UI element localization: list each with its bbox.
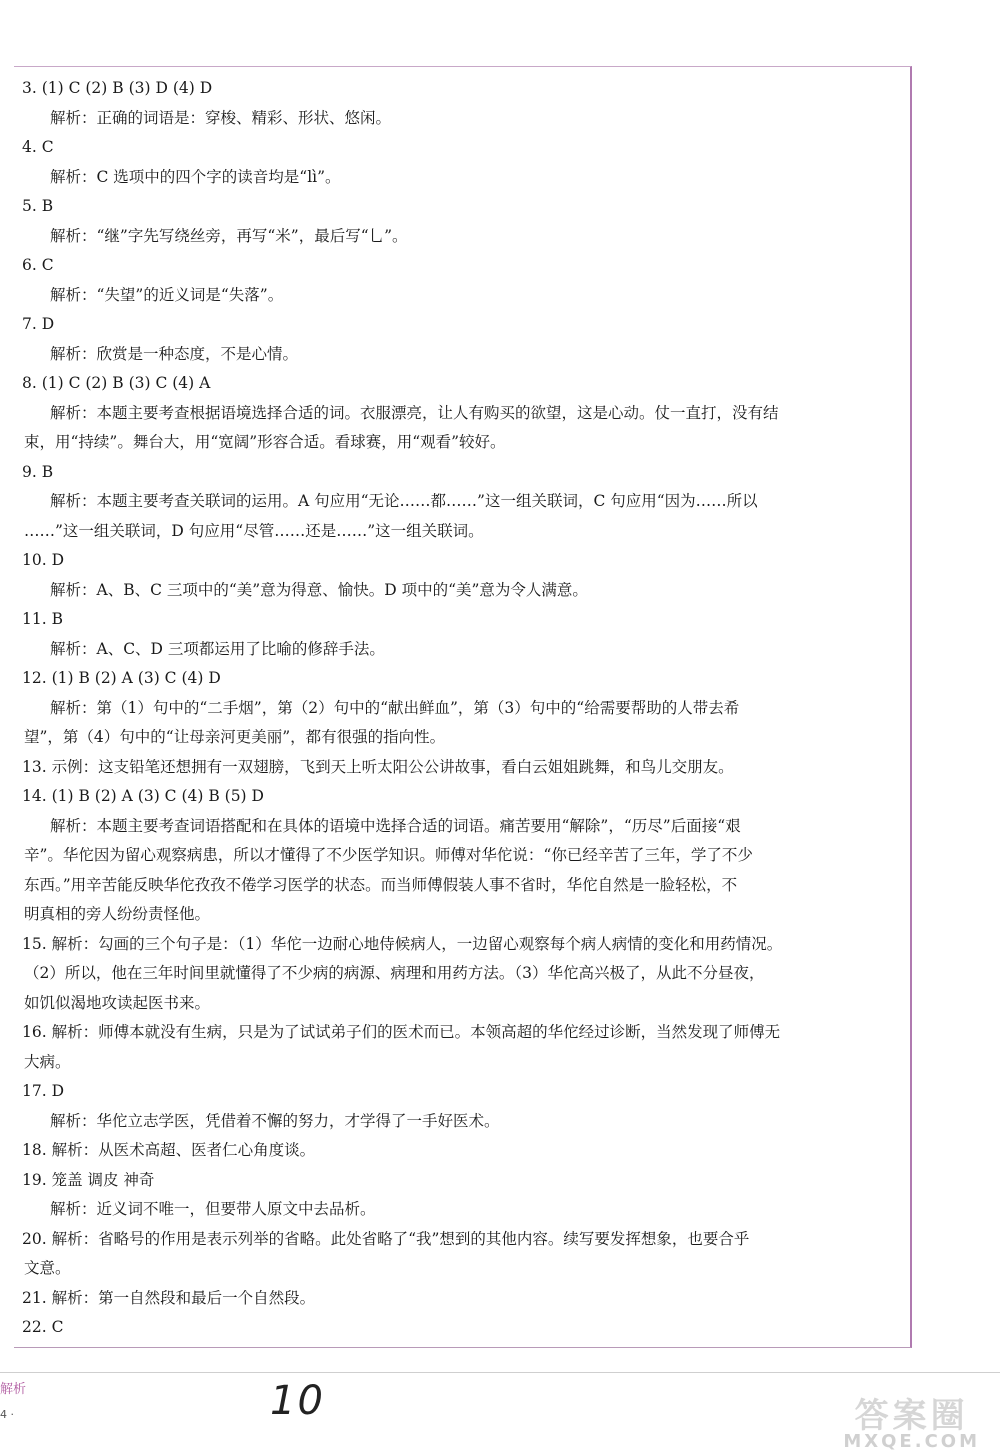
watermark-url: MXQE.COM	[843, 1431, 980, 1452]
analysis-line: 解析：正确的词语是：穿梭、精彩、形状、悠闲。	[50, 108, 392, 127]
answer-line: 11. B	[22, 610, 63, 628]
analysis-line: 解析：本题主要考查关联词的运用。A 句应用“无论……都……”这一组关联词，C 句应用“因为……所以	[50, 492, 758, 510]
answer-line: 10. D	[22, 551, 65, 569]
answer-line: 7. D	[22, 315, 55, 333]
answer-content	[22, 74, 908, 1343]
analysis-line: 解析：A、B、C 三项中的“美”意为得意、愉快。D 项中的“美”意为令人满意。	[50, 580, 588, 599]
watermark	[843, 1388, 980, 1452]
analysis-line: 解析：“失望”的近义词是“失落”。	[50, 285, 284, 304]
answer-line: 15. 解析：勾画的三个句子是：（1）华佗一边耐心地侍候病人，一边留心观察每个病人病情的变化和用药情况。	[22, 934, 783, 953]
answer-line: 13. 示例：这支铅笔还想拥有一双翅膀，飞到天上听太阳公公讲故事，看白云姐姐跳舞，和鸟儿交朋友。	[22, 757, 734, 776]
answer-line: （2）所以，他在三年时间里就懂得了不少病的病源、病理和用药方法。（3）华佗高兴极了，从此不分昼夜，	[24, 964, 765, 982]
footer-label: 解析	[0, 1382, 27, 1397]
answer-line: 21. 解析：第一自然段和最后一个自然段。	[22, 1288, 316, 1307]
answer-line: 大病。	[24, 1052, 71, 1071]
footer-divider	[0, 1372, 1000, 1377]
handwritten-page-number: 10	[270, 1378, 325, 1424]
answer-line: ……”这一组关联词，D 句应用“尽管……还是……”这一组关联词。	[24, 521, 484, 540]
answer-line: 16. 解析：师傅本就没有生病，只是为了试试弟子们的医术而已。本领高超的华佗经过诊断，当然发现了师傅无	[22, 1023, 781, 1041]
analysis-line: 解析：华佗立志学医，凭借着不懈的努力，才学得了一手好医术。	[50, 1111, 500, 1130]
answer-line: 14. (1) B (2) A (3) C (4) B (5) D	[22, 787, 264, 805]
analysis-line: 解析：“继”字先写绕丝旁，再写“米”，最后写“乚”。	[50, 226, 408, 245]
analysis-line: 解析：A、C、D 三项都运用了比喻的修辞手法。	[50, 639, 385, 658]
answer-line: 5. B	[22, 197, 54, 215]
analysis-line: 解析：第（1）句中的“二手烟”，第（2）句中的“献出鲜血”，第（3）句中的“给需要帮助的人带去希	[50, 698, 740, 717]
answer-line: 19. 笼盖 调皮 神奇	[22, 1170, 155, 1189]
analysis-line: 解析：本题主要考查根据语境选择合适的词。衣服漂亮，让人有购买的欲望，这是心动。仗一直打，没有结	[50, 403, 779, 422]
answer-line: 18. 解析：从医术高超、医者仁心角度谈。	[22, 1141, 316, 1159]
answer-line: 如饥似渴地攻读起医书来。	[24, 993, 211, 1012]
answer-line: 17. D	[22, 1082, 65, 1100]
answer-line: 辛”。华佗因为留心观察病患，所以才懂得了不少医学知识。师傅对华佗说：“你已经辛苦了三年，学了不少	[24, 846, 753, 864]
answer-line: 3. (1) C (2) B (3) D (4) D	[22, 79, 213, 97]
answer-line: 20. 解析：省略号的作用是表示列举的省略。此处省略了“我”想到的其他内容。续写要发挥想象，也要合乎	[22, 1229, 750, 1248]
analysis-line: 解析：本题主要考查词语搭配和在具体的语境中选择合适的词语。痛苦要用“解除”，“历尽”后面接“艰	[50, 816, 741, 835]
analysis-line: 解析：欣赏是一种态度，不是心情。	[50, 344, 299, 363]
answer-line: 东西。”用辛苦能反映华佗孜孜不倦学习医学的状态。而当师傅假装人事不省时，华佗自然是一脸轻松，不	[24, 875, 738, 894]
answer-line: 文意。	[24, 1259, 71, 1277]
analysis-line: 解析：近义词不唯一，但要带人原文中去品析。	[50, 1200, 376, 1218]
watermark-logo: 答案圈	[854, 1396, 969, 1436]
answer-line: 22. C	[22, 1318, 64, 1336]
answer-line: 12. (1) B (2) A (3) C (4) D	[22, 669, 221, 687]
answer-line: 明真相的旁人纷纷责怪他。	[24, 905, 211, 923]
footer-mark: 4 ·	[0, 1408, 14, 1421]
answer-line: 4. C	[22, 138, 54, 156]
answer-line: 束，用“持续”。舞台大，用“宽阔”形容合适。看球赛，用“观看”较好。	[24, 433, 506, 451]
answer-line: 望”，第（4）句中的“让母亲河更美丽”，都有很强的指向性。	[24, 728, 446, 746]
answer-line: 8. (1) C (2) B (3) C (4) A	[22, 374, 211, 392]
answer-line: 9. B	[22, 462, 54, 481]
analysis-line: 解析：C 选项中的四个字的读音均是“lì”。	[50, 167, 341, 186]
answer-line: 6. C	[22, 256, 54, 274]
